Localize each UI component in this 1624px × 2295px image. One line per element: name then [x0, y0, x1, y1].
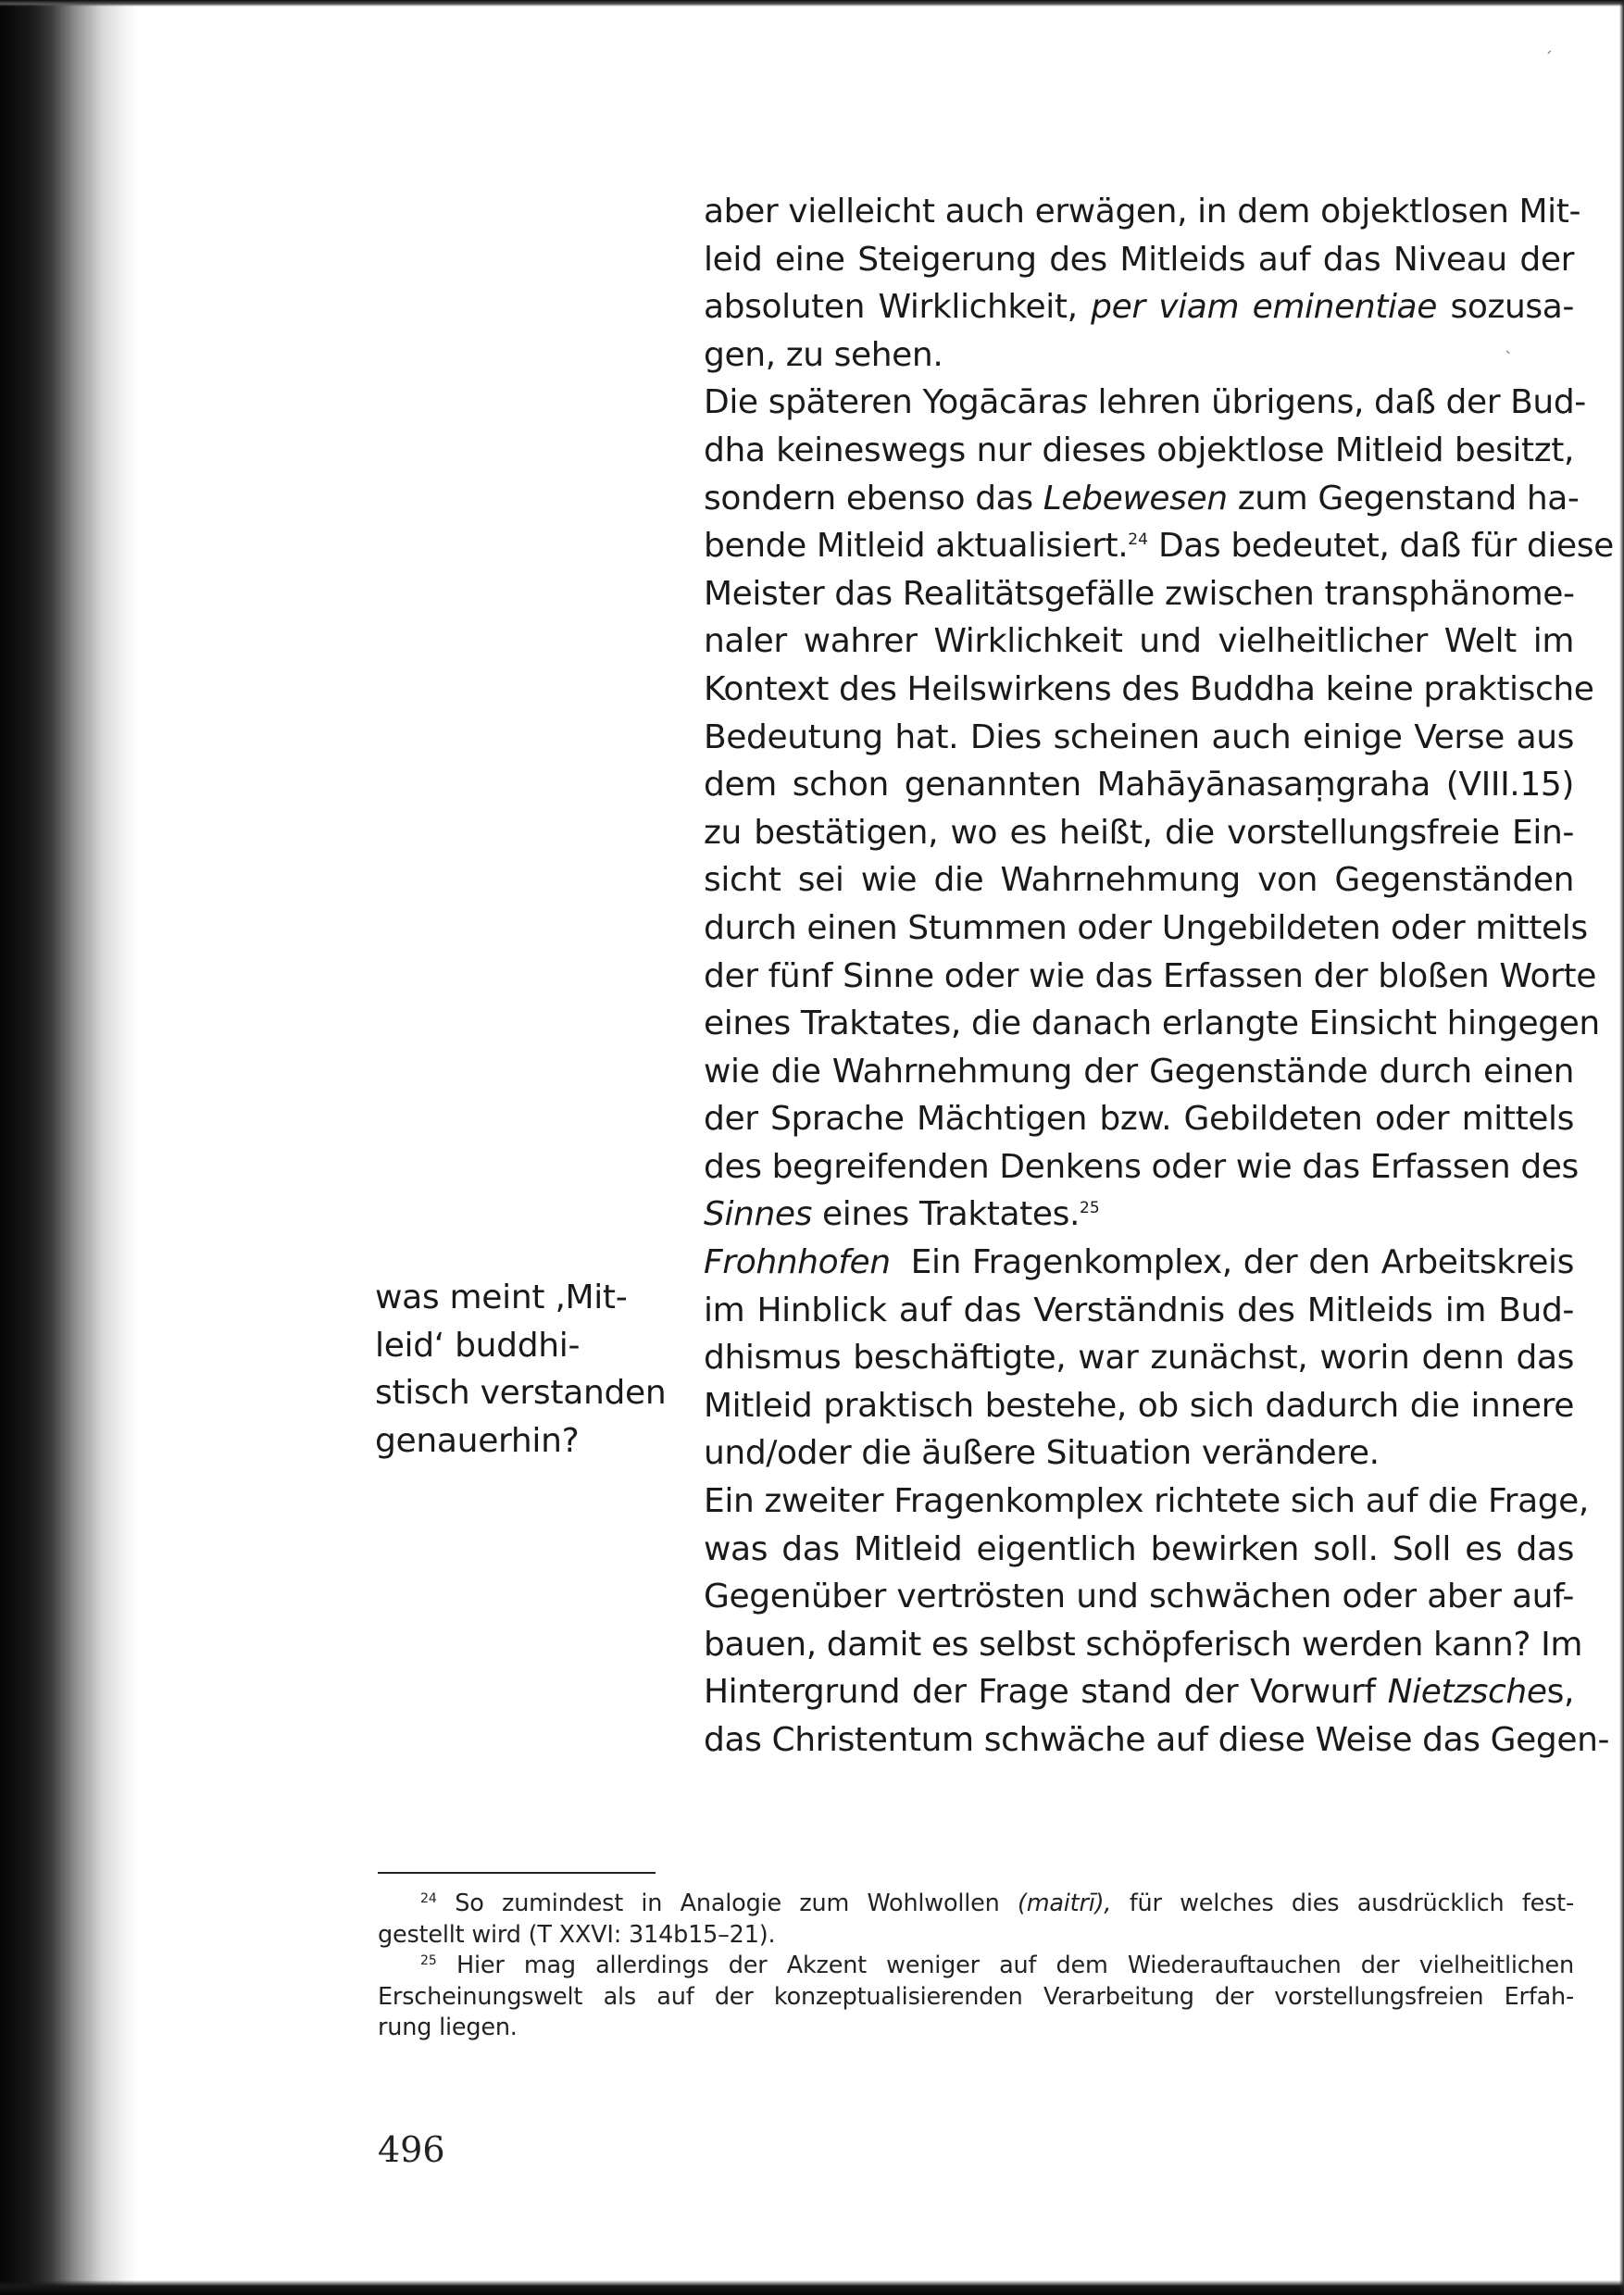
- footnote-ref: 24: [1128, 530, 1148, 550]
- text-line: leid eine Steigerung des Mitleids auf das Niveau der: [704, 240, 1574, 279]
- page-right-edge: [1619, 0, 1624, 2295]
- text-line: Gegenüber vertrösten und schwächen oder aber auf-: [704, 1578, 1574, 1616]
- text-line: naler wahrer Wirklichkeit und vielheitlicher Welt im: [704, 622, 1574, 661]
- marginal-line: genauerhin?: [375, 1421, 580, 1460]
- scan-speck: ˎ: [1505, 335, 1513, 355]
- footnote: [378, 1889, 1574, 1951]
- text-line: was das Mitleid eigentlich bewirken soll. Soll es das: [704, 1529, 1574, 1568]
- text-line: dhismus beschäftigte, war zunächst, worin denn das: [704, 1339, 1574, 1378]
- page-bottom-edge: [0, 2280, 1624, 2295]
- page-number: 496: [378, 2129, 445, 2170]
- paragraph: [704, 1478, 1610, 1765]
- text-line: Sinnes eines Traktates.$^{25}$: [704, 1195, 1100, 1234]
- italic-text: Nietzsche: [1387, 1673, 1547, 1712]
- page-top-edge: [0, 0, 1624, 6]
- text-line: Bedeutung hat. Dies scheinen auch einige Verse aus: [704, 717, 1574, 756]
- text-line: der fünf Sinne oder wie das Erfassen der bloßen Worte: [704, 956, 1596, 995]
- book-binding-shadow: [0, 0, 139, 2295]
- footnote-ref: 24: [420, 1891, 437, 1906]
- footnote-line: rung liegen.: [378, 2014, 518, 2041]
- italic-text: Sinnes: [704, 1195, 812, 1234]
- text-line: absoluten Wirklichkeit, per viam eminentiae sozusa-: [704, 288, 1574, 327]
- text-line: sondern ebenso das Lebewesen zum Gegenstand ha-: [704, 479, 1580, 518]
- text-line: Meister das Realitätsgefälle zwischen transphänome-: [704, 574, 1575, 613]
- footnote-line: Erscheinungswelt als auf der konzeptualisierenden Verarbeitung der vorstellungsfreien Erfah-: [378, 1982, 1574, 2011]
- text-line: im Hinblick auf das Verständnis des Mitleids im Bud-: [704, 1291, 1574, 1329]
- text-line: der Sprache Mächtigen bzw. Gebildeten oder mittels: [704, 1100, 1574, 1139]
- text-line: gen, zu sehen.: [704, 335, 943, 374]
- italic-text: s: [1070, 383, 1088, 422]
- paragraph: [704, 188, 1581, 379]
- text-line: Kontext des Heilswirkens des Buddha keine praktische: [704, 669, 1594, 708]
- marginal-line: stisch verstanden: [375, 1374, 667, 1413]
- marginal-line: leid‘ buddhi-: [375, 1326, 581, 1365]
- footnote: [378, 1951, 1574, 2044]
- text-line: Frohnhofen Ein Fragenkomplex, der den Arbeitskreis: [704, 1243, 1574, 1282]
- footnote-separator: [378, 1872, 656, 1874]
- text-line: wie die Wahrnehmung der Gegenstände durch einen: [704, 1052, 1574, 1091]
- italic-text: Lebewesen: [1043, 479, 1228, 518]
- marginal-note: [375, 1274, 667, 1465]
- scan-speck: ˏ: [1544, 35, 1553, 55]
- text-line: durch einen Stummen oder Ungebildeten oder mittels: [704, 908, 1588, 947]
- text-line: Ein zweiter Fragenkomplex richtete sich auf die Frage,: [704, 1482, 1589, 1521]
- footnote-ref: 25: [1080, 1199, 1100, 1218]
- text-line: zu bestätigen, wo es heißt, die vorstellungsfreie Ein-: [704, 813, 1574, 852]
- footnote-ref: 25: [420, 1953, 437, 1968]
- text-line: Die späteren Yogācāras lehren übrigens, daß der Bud-: [704, 383, 1586, 422]
- text-line: das Christentum schwäche auf diese Weise das Gegen-: [704, 1721, 1610, 1759]
- paragraph: [704, 1239, 1574, 1478]
- text-line: eines Traktates, die danach erlangte Einsicht hingegen: [704, 1004, 1600, 1043]
- italic-text: per viam eminentiae: [1091, 288, 1437, 327]
- main-text-column: [704, 188, 1614, 1765]
- text-line: des begreifenden Denkens oder wie das Erfassen des: [704, 1147, 1579, 1186]
- speaker-name: Frohnhofen: [704, 1243, 891, 1282]
- paragraph: [704, 379, 1614, 1239]
- marginal-line: was meint ‚Mit-: [375, 1278, 628, 1316]
- text-line: bende Mitleid aktualisiert.$^{24}$ Das bedeutet, daß für diese: [704, 527, 1614, 566]
- footnotes: [378, 1889, 1574, 2044]
- text-line: aber vielleicht auch erwägen, in dem objektlosen Mit-: [704, 193, 1581, 231]
- text-line: und/oder die äußere Situation verändere.: [704, 1434, 1380, 1473]
- italic-text: (maitrī),: [1017, 1890, 1112, 1917]
- text-line: Hintergrund der Frage stand der Vorwurf Nietzsches,: [704, 1673, 1574, 1712]
- footnote-line: $^{25}$ Hier mag allerdings der Akzent weniger auf dem Wiederauftauchen der vielheitlichen: [420, 1952, 1574, 1979]
- text-line: dem schon genannten Mahāyānasaṃgraha (VIII.15): [704, 766, 1574, 804]
- text-line: dha keineswegs nur dieses objektlose Mitleid besitzt,: [704, 430, 1574, 469]
- footnote-line: $^{24}$ So zumindest in Analogie zum Wohlwollen (maitrī), für welches dies ausdrücklich fest-: [420, 1890, 1574, 1917]
- text-line: bauen, damit es selbst schöpferisch werden kann? Im: [704, 1625, 1582, 1664]
- text-line: Mitleid praktisch bestehe, ob sich dadurch die innere: [704, 1386, 1574, 1425]
- text-line: sicht sei wie die Wahrnehmung von Gegenständen: [704, 861, 1574, 900]
- footnote-line: gestellt wird (T XXVI: 314b15–21).: [378, 1920, 776, 1949]
